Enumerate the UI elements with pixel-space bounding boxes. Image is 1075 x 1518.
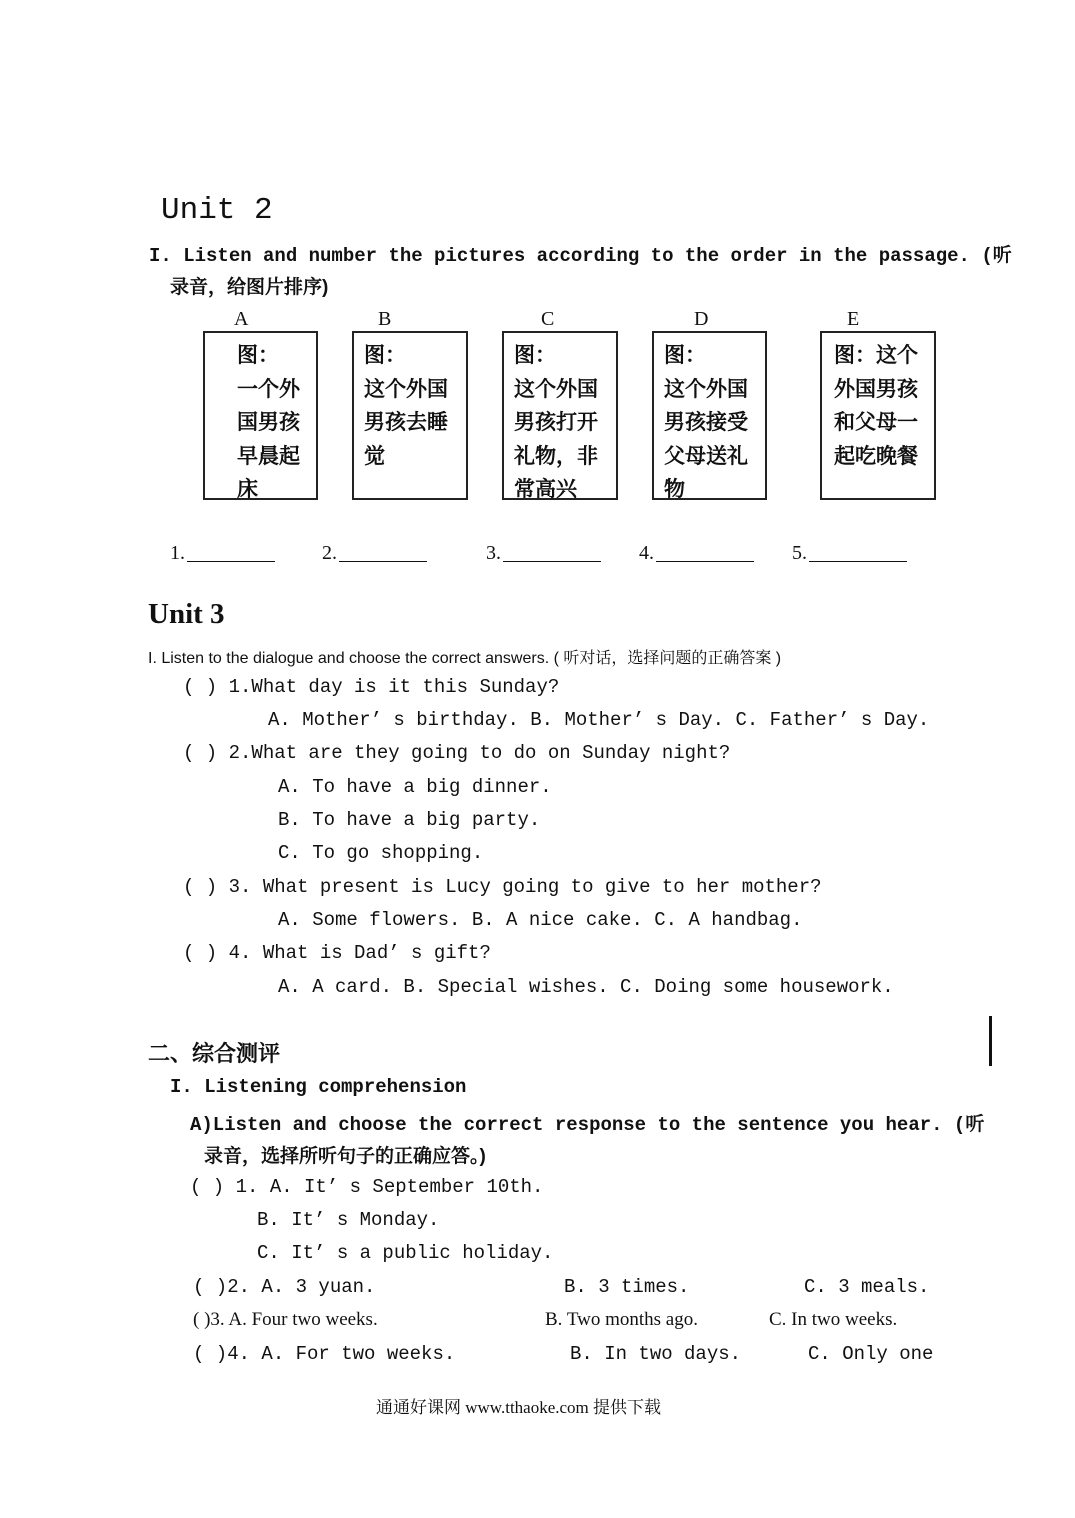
unit3-question-1: ( ) 1.What day is it this Sunday? xyxy=(183,676,560,698)
part2-item-1-option-b: B. It’ s Monday. xyxy=(257,1209,440,1231)
unit2-title: Unit 2 xyxy=(161,193,273,228)
picture-c-description: 图： 这个外国 男孩打开 礼物，非 常高兴 xyxy=(514,343,598,501)
part2-item-4-option-b: B. In two days. xyxy=(570,1343,742,1365)
unit3-question-2-option-a: A. To have a big dinner. xyxy=(278,776,552,798)
part2-item-2: ( )2. A. 3 yuan. xyxy=(193,1276,376,1298)
picture-letter-c: C xyxy=(541,308,555,330)
picture-letter-b: B xyxy=(378,308,392,330)
part2-a-instruction-line2: 录音，选择所听句子的正确应答。) xyxy=(204,1146,486,1167)
unit3-question-2-option-c: C. To go shopping. xyxy=(278,842,484,864)
unit3-question-2-option-b: B. To have a big party. xyxy=(278,809,541,831)
part2-item-4-option-c: C. Only one xyxy=(808,1343,934,1365)
part2-item-1-option-c: C. It’ s a public holiday. xyxy=(257,1242,554,1264)
picture-letter-e: E xyxy=(847,308,860,330)
part2-item-3-option-b: B. Two months ago. xyxy=(545,1309,698,1330)
part2-item-3-option-c: C. In two weeks. xyxy=(769,1309,898,1330)
answer-blank-4[interactable] xyxy=(639,542,754,565)
part2-item-3: ( )3. A. Four two weeks. xyxy=(193,1309,378,1330)
blank-number: 2. xyxy=(322,542,337,564)
footer-credit: 通通好课网 www.tthaoke.com 提供下载 xyxy=(376,1398,662,1417)
unit3-question-3: ( ) 3. What present is Lucy going to give to her mother? xyxy=(183,876,822,898)
unit2-instruction-line1: I. Listen and number the pictures according to the order in the passage. (听 xyxy=(149,245,1012,267)
part2-heading: 二、综合测评 xyxy=(148,1041,281,1066)
unit3-question-2: ( ) 2.What are they going to do on Sunday night? xyxy=(183,742,731,764)
part2-item-1: ( ) 1. A. It’ s September 10th. xyxy=(190,1176,544,1198)
unit3-title: Unit 3 xyxy=(148,598,225,630)
unit2-instruction-line2: 录音，给图片排序) xyxy=(170,277,329,298)
picture-letter-a: A xyxy=(234,308,249,330)
part2-item-2-option-b: B. 3 times. xyxy=(564,1276,690,1298)
unit3-question-4-options: A. A card. B. Special wishes. C. Doing some housework. xyxy=(278,976,894,998)
blank-number: 1. xyxy=(170,542,185,564)
picture-e-description: 图：这个 外国男孩 和父母一 起吃晚餐 xyxy=(834,343,918,468)
part2-subheading: I. Listening comprehension xyxy=(170,1076,467,1098)
unit3-question-4: ( ) 4. What is Dad’ s gift? xyxy=(183,942,491,964)
blank-number: 3. xyxy=(486,542,501,564)
answer-blank-5[interactable] xyxy=(792,542,907,565)
unit3-instruction: I. Listen to the dialogue and choose the correct answers. ( 听对话，选择问题的正确答案 ) xyxy=(148,650,782,667)
picture-box-c xyxy=(502,331,618,500)
answer-blank-1[interactable] xyxy=(170,542,275,565)
answer-blank-2[interactable] xyxy=(322,542,427,565)
picture-box-b xyxy=(352,331,468,500)
blank-number: 5. xyxy=(792,542,807,564)
part2-item-2-option-c: C. 3 meals. xyxy=(804,1276,930,1298)
part2-a-instruction-line1: A)Listen and choose the correct response to the sentence you hear. (听 xyxy=(190,1114,985,1136)
picture-d-description: 图： 这个外国 男孩接受 父母送礼 物 xyxy=(664,343,748,501)
unit3-question-1-options: A. Mother’ s birthday. B. Mother’ s Day. C. Father’ s Day. xyxy=(268,709,930,731)
picture-b-description: 图： 这个外国 男孩去睡 觉 xyxy=(364,343,448,468)
picture-a-description: 图： 一个外 国男孩 早晨起 床 xyxy=(237,343,300,501)
margin-bar xyxy=(989,1016,992,1066)
answer-blank-3[interactable] xyxy=(486,542,601,565)
picture-letter-d: D xyxy=(694,308,709,330)
picture-box-a xyxy=(203,331,318,500)
blank-number: 4. xyxy=(639,542,654,564)
part2-item-4: ( )4. A. For two weeks. xyxy=(193,1343,456,1365)
picture-box-e xyxy=(820,331,936,500)
unit3-question-3-options: A. Some flowers. B. A nice cake. C. A handbag. xyxy=(278,909,803,931)
picture-box-d xyxy=(652,331,767,500)
